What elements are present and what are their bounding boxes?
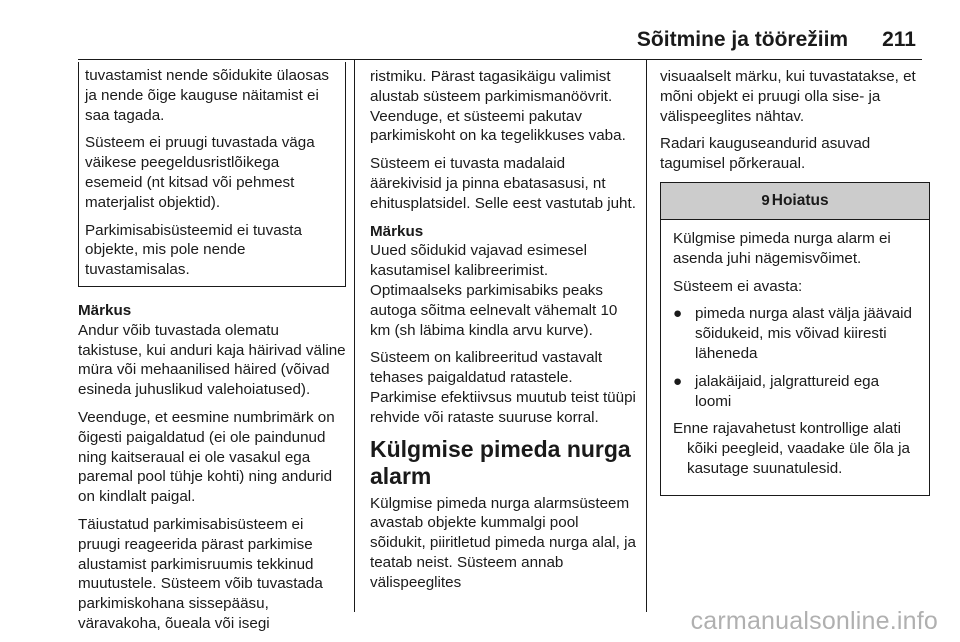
paragraph: Külgmise pimeda nurga alarmsüsteem avastab objekte kummalgi pool sõidukit, piiritletud pimeda nurga alal, ja teatab neist. Süsteem annab välispeeglites [370, 494, 636, 591]
paragraph: Veenduge, et eesmine numbrimärk on õigesti paigaldatud (ei ole paindunud ning kaitseraual ei ole vasakul ega paremal pool tühje kohti) ning andurid on kindlalt paigal. [78, 408, 335, 506]
warning-title: Hoiatus [771, 191, 829, 209]
column-divider-2 [646, 60, 647, 612]
bullet-icon: ● [673, 372, 683, 390]
note-text: Andur võib tuvastada olematu takistuse, kui anduri kaja häirivad väline müra või mehaanilised häired (võivad esineda juhuslikud valehoiatused). [78, 321, 346, 399]
column-3 [660, 67, 930, 496]
note-label: Märkus [78, 301, 132, 319]
warning-box [660, 182, 930, 496]
section-title: Sõitmine ja töörežiim [636, 28, 849, 51]
paragraph: Süsteem on kalibreeritud vastavalt tehases paigaldatud ratastele. Parkimise efektiivsus muutub teist tüüpi rehvide või rataste suuruse korral. [370, 349, 636, 426]
paragraph: Süsteem ei tuvasta madalaid äärekivisid ja pinna ebatasasusi, nt ehitusplatsidel. Selle eest vastutab juht. [370, 155, 636, 212]
note-label: Märkus [370, 222, 424, 240]
bullet-text: jalakäijaid, jalgrattureid ega loomi [695, 372, 880, 410]
header-divider [78, 59, 922, 60]
warning-paragraph: Külgmise pimeda nurga alarm ei asenda juhi nägemisvõimet. [673, 229, 891, 267]
paragraph: ristmiku. Pärast tagasikäigu valimist alustab süsteem parkimismanöövrit. Veenduge, et süsteemi pakutav parkimiskoht on ka tegelikkuses vaba. [370, 68, 626, 145]
column-2 [370, 67, 638, 601]
watermark: carmanualsonline.info [690, 607, 938, 635]
paragraph: Täiustatud parkimisabisüsteem ei pruugi reageerida pärast parkimise alustamist parkimisruumis tekkinud muutustele. Süsteem võib tuvastada parkimiskohana sissepääsu, väravakoha, õueala või isegi [78, 515, 323, 632]
box-paragraph: tuvastamist nende sõidukite ülaosas ja nende õige kauguse näitamist ei saa tagada. [85, 67, 329, 124]
section-heading: Külgmise pimeda nurga alarm [370, 435, 631, 489]
warning-bullet [673, 304, 919, 363]
column-divider-1 [354, 60, 355, 612]
page-number: 211 [882, 28, 916, 51]
column-1 [78, 62, 346, 642]
warning-header [661, 183, 929, 220]
page-header [0, 28, 916, 52]
warning-body [661, 220, 929, 495]
bullet-text: pimeda nurga alast välja jäävaid sõidukeid, mis võivad kiiresti läheneda [695, 305, 912, 362]
warning-paragraph: Süsteem ei avasta: [673, 277, 803, 295]
paragraph: Radari kauguseandurid asuvad tagumisel põrkeraual. [660, 135, 871, 173]
warning-triangle-icon: 9 [761, 191, 770, 209]
warning-paragraph: Enne rajavahetust kontrollige alati kõiki peegleid, vaadake üle õla ja kasutage suunatulesid. [673, 420, 910, 477]
warning-bullet [673, 372, 919, 412]
bullet-icon: ● [673, 305, 683, 323]
box-paragraph: Süsteem ei pruugi tuvastada väga väikese peegeldusristlõikega esemeid (nt kitsad või pehmest materjalist objektid). [85, 134, 315, 211]
box-paragraph: Parkimisabisüsteemid ei tuvasta objekte, mis pole nende tuvastamisalas. [85, 221, 302, 279]
note-text: Uued sõidukid vajavad esimesel kasutamisel kalibreerimist. Optimaalseks parkimisabiks peaks autoga sõitma eelnevalt vähemalt 10 km (sh läbima kindla arvu kurve). [370, 242, 618, 339]
continued-warning-box [78, 62, 346, 287]
paragraph: visuaalselt märku, kui tuvastatakse, et mõni objekt ei pruugi olla sise- ja välispeeglites nähtav. [660, 68, 916, 125]
